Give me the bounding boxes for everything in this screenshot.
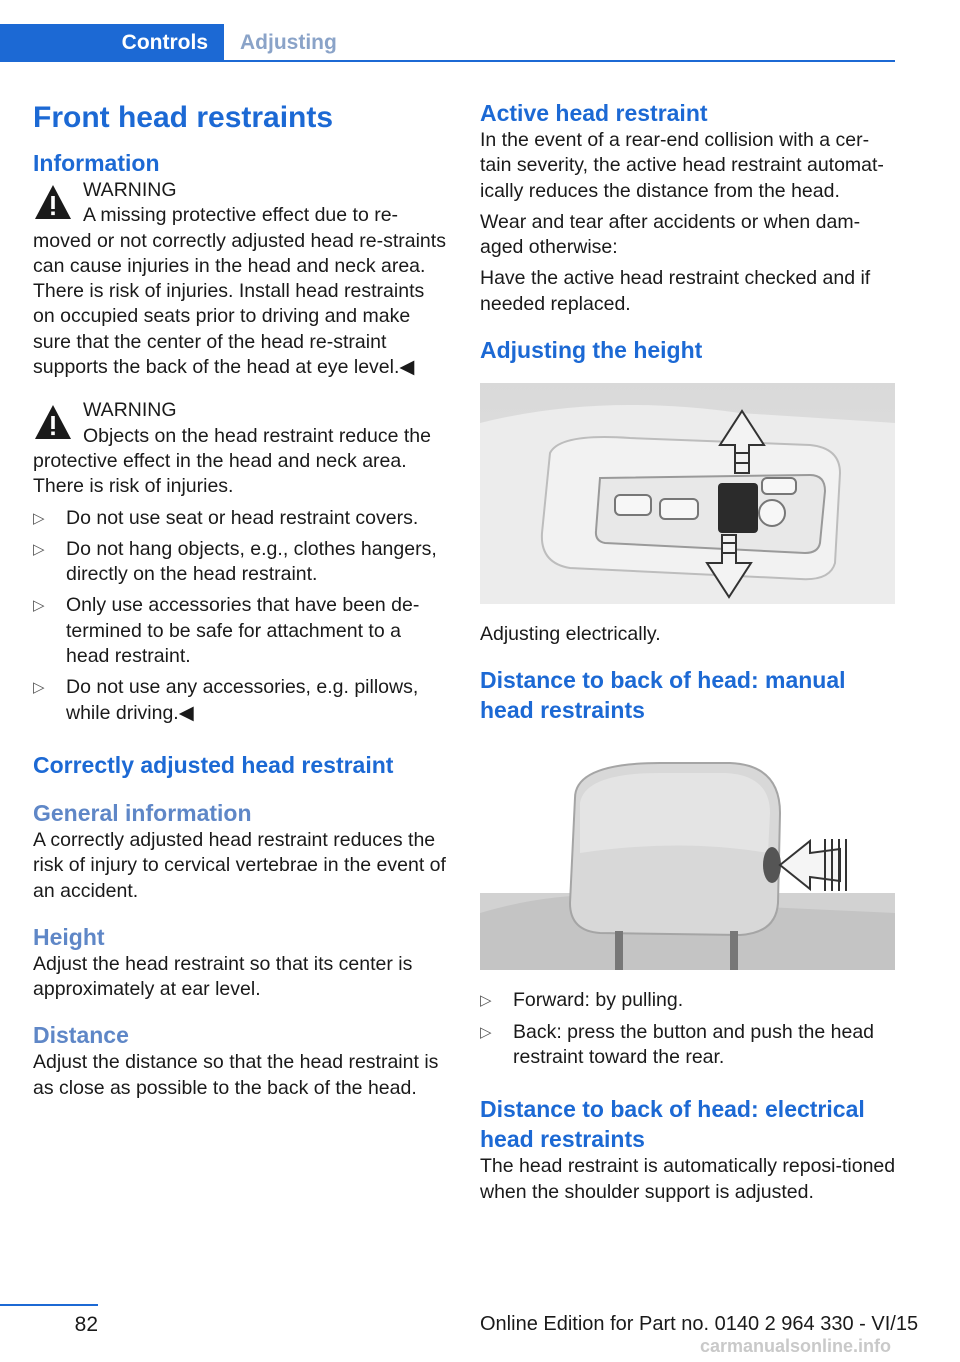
list-item: ▷ Do not use any accessories, e.g. pillows, while driving.◀ — [33, 676, 419, 724]
image-caption: Adjusting electrically. — [480, 623, 661, 646]
warning-title: WARNING — [83, 179, 177, 201]
head-restraint-illustration — [480, 743, 895, 970]
active-heading: Active head restraint — [480, 100, 708, 126]
manual-heading: Distance to back of head: manual head restraints — [480, 667, 846, 724]
page-title: Front head restraints — [33, 101, 334, 134]
distance-heading: Distance — [33, 1022, 129, 1049]
height-heading: Height — [33, 923, 105, 950]
bullet-triangle-icon: ▷ — [480, 992, 492, 1010]
list-item: ▷ Back: press the button and push the head restraint toward the rear. — [480, 1020, 875, 1068]
warning-bullet-list — [33, 506, 448, 726]
distance-text: Adjust the distance so that the head restraint is as close as possible to the back of the head. — [33, 1051, 439, 1099]
warning-text: Objects on the head restraint reduce the protective effect in the head and neck area. There is risk of injuries. — [33, 424, 431, 498]
warning-icon — [33, 402, 73, 442]
seat-control-illustration — [480, 383, 895, 604]
header-rule — [0, 60, 895, 62]
general-text: A correctly adjusted head restraint reduces the risk of injury to cervical vertebrae in the event of an accident. — [33, 828, 446, 902]
electrical-heading: Distance to back of head: electrical head restraints — [480, 1096, 865, 1153]
watermark: carmanualsonline.info — [700, 1336, 892, 1356]
left-column — [33, 98, 448, 1101]
right-column — [480, 98, 896, 1205]
seat-control-image — [480, 383, 895, 604]
active-text: In the event of a rear-end collision with a cer-tain severity, the active head restraint automat-ically reduces the distance from the head. — [480, 129, 884, 202]
page-number: 82 — [74, 1313, 98, 1336]
tab-adjusting[interactable]: Adjusting — [240, 31, 337, 54]
adjusting-height-heading: Adjusting the height — [480, 337, 703, 364]
warning-icon — [33, 182, 73, 222]
warning-title: WARNING — [83, 399, 177, 422]
bullet-triangle-icon: ▷ — [480, 1023, 492, 1041]
wear-text: Wear and tear after accidents or when dam-aged otherwise: — [480, 210, 861, 259]
bullet-triangle-icon: ▷ — [33, 509, 45, 527]
bullet-triangle-icon: ▷ — [33, 597, 45, 615]
list-item: ▷ Forward: by pulling. — [480, 988, 896, 1013]
bullet-triangle-icon: ▷ — [33, 540, 45, 558]
list-item: ▷ Do not use seat or head restraint covers. — [33, 506, 448, 531]
info-heading: Information — [33, 150, 160, 176]
list-item: ▷ Do not hang objects, e.g., clothes hangers, directly on the head restraint. — [33, 537, 437, 586]
footer-rule — [0, 1304, 98, 1306]
warning-block-1 — [33, 178, 448, 380]
bullet-triangle-icon: ▷ — [33, 679, 45, 697]
height-text: Adjust the head restraint so that its center is approximately at ear level. — [33, 952, 413, 1001]
manual-bullet-list — [480, 988, 896, 1070]
head-restraint-image — [480, 743, 895, 970]
correct-heading: Correctly adjusted head restraint — [33, 751, 394, 778]
tab-controls[interactable]: Controls — [0, 24, 224, 62]
warning-block-2 — [33, 398, 448, 499]
warning-text: A missing protective effect due to re-moved or not correctly adjusted head re-straints can cause injuries in the head and neck area. There is risk of injuries. Install head restraints on occupied seats prior to driving and make sure that the center of the head re-straint supports the back of the head at eye level.◀ — [33, 204, 446, 379]
general-heading: General information — [33, 799, 252, 826]
check-text: Have the active head restraint checked and if needed replaced. — [480, 267, 871, 315]
online-edition-text: Online Edition for Part no. 0140 2 964 330 - VI/15 — [480, 1313, 919, 1335]
list-item: ▷ Only use accessories that have been de-termined to be safe for attachment to a head restraint. — [33, 594, 420, 668]
electrical-text: The head restraint is automatically reposi-tioned when the shoulder support is adjusted. — [480, 1155, 896, 1203]
